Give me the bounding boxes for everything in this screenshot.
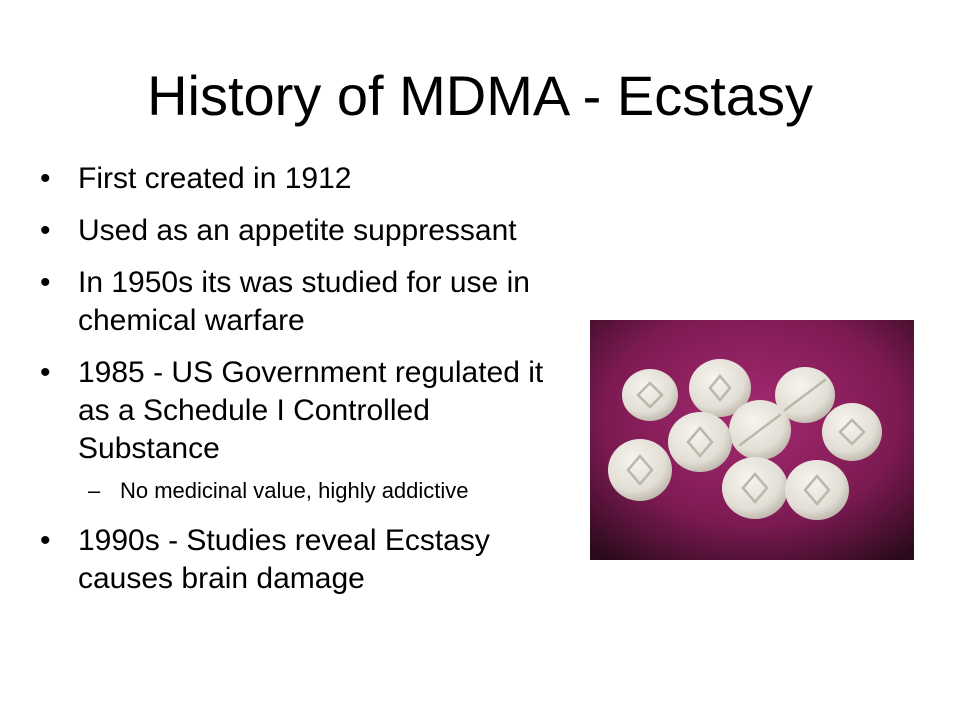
bullet-marker: • — [40, 266, 51, 299]
pill — [822, 403, 882, 461]
bullet-text: First created in 1912 — [78, 162, 352, 195]
bullet-marker: • — [40, 214, 51, 247]
slide-title: History of MDMA - Ecstasy — [147, 64, 813, 127]
bullet-item — [40, 354, 560, 468]
bullet-marker: • — [40, 524, 51, 557]
bullet-text: 1990s - Studies reveal Ecstasy causes brain damage — [78, 524, 490, 595]
ecstasy-pills-photo — [590, 320, 914, 560]
bullet-marker: • — [40, 356, 51, 389]
bullet-item — [40, 212, 560, 250]
pill — [608, 439, 672, 501]
pill — [622, 369, 678, 421]
pills-illustration — [590, 320, 914, 560]
bullet-item — [40, 160, 560, 198]
bullet-item — [40, 522, 560, 598]
sub-bullet-marker: – — [88, 478, 101, 503]
pill — [785, 460, 849, 520]
bullet-text: Used as an appetite suppressant — [78, 214, 517, 247]
bullet-text: In 1950s its was studied for use in chemical warfare — [78, 266, 530, 337]
bullet-item — [40, 264, 560, 340]
bullet-list — [40, 160, 560, 612]
sub-bullet-item — [40, 476, 560, 506]
bullet-marker: • — [40, 162, 51, 195]
pill — [722, 457, 788, 519]
bullet-text: 1985 - US Government regulated it as a Schedule I Controlled Substance — [78, 356, 544, 465]
pill — [668, 412, 732, 472]
sub-bullet-text: No medicinal value, highly addictive — [120, 478, 469, 503]
